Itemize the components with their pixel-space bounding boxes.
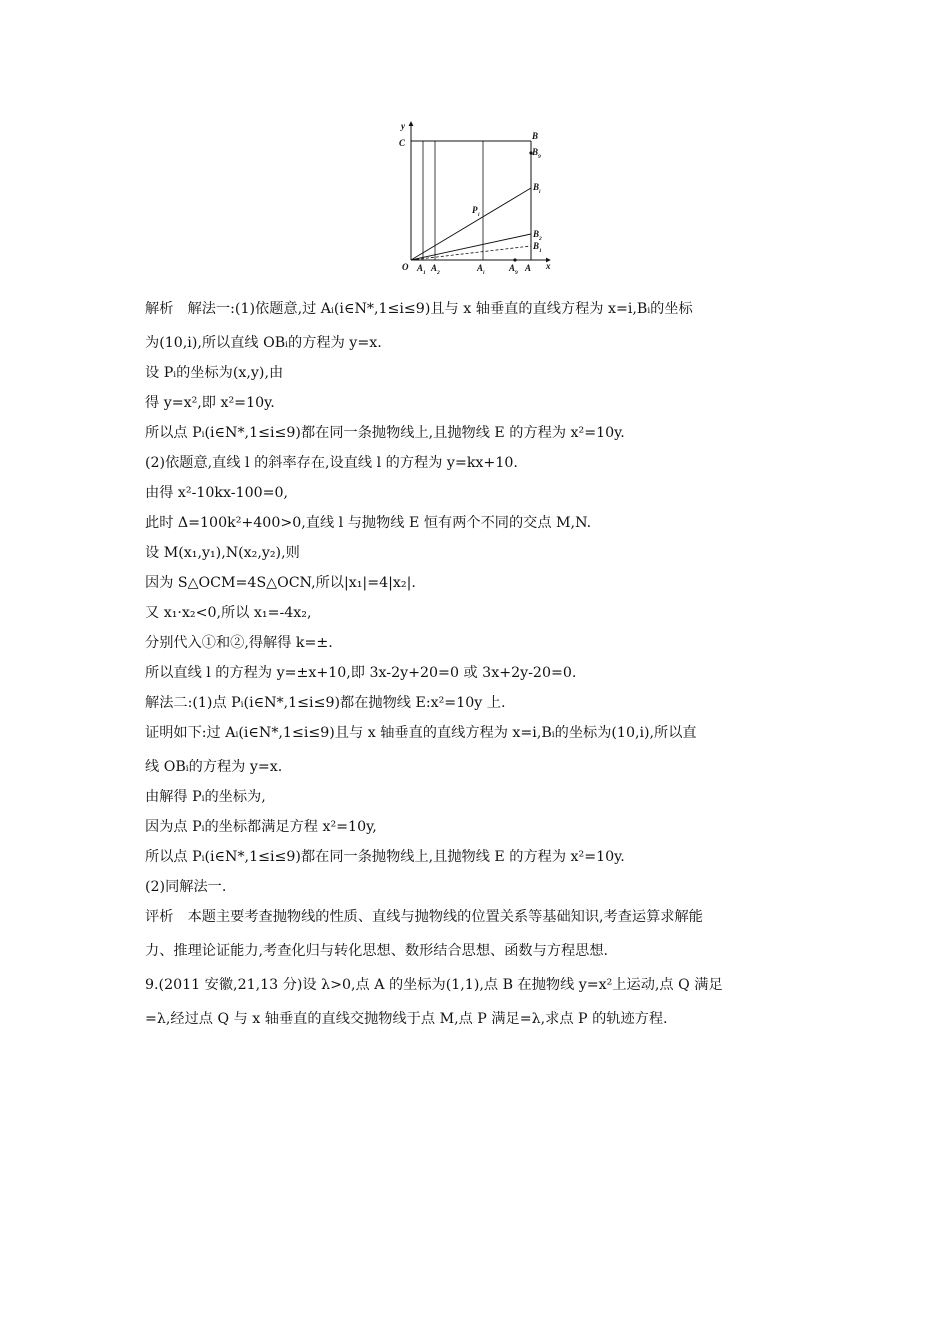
problem-9-line-2: =λ,经过点 Q 与 x 轴垂直的直线交抛物线于点 M,点 P 满足=λ,求点 P 的轨迹方程. bbox=[145, 1011, 668, 1027]
solution-line-1: 解析 解法一:(1)依题意,过 Aᵢ(i∈N*,1≤i≤9)且与 x 轴垂直的直线方程为 x=i,Bᵢ的坐标 bbox=[145, 301, 693, 317]
solution-line-3: 设 Pᵢ的坐标为(x,y),由 bbox=[145, 365, 284, 381]
ray-OB1 bbox=[411, 246, 531, 260]
ray-OBi bbox=[411, 188, 531, 260]
review-line-1: 评析 本题主要考查抛物线的性质、直线与抛物线的位置关系等基础知识,考查运算求解能 bbox=[145, 909, 703, 925]
solution-line-9: 设 M(x₁,y₁),N(x₂,y₂),则 bbox=[145, 545, 300, 561]
solution-line-8: 此时 Δ=100k²+400>0,直线 l 与抛物线 E 恒有两个不同的交点 M,N. bbox=[145, 515, 592, 531]
solution-line-2: 为(10,i),所以直线 OBᵢ的方程为 y=x. bbox=[145, 335, 382, 351]
label-A9-sub: 9 bbox=[515, 270, 518, 276]
solution-line-20: (2)同解法一. bbox=[145, 879, 227, 895]
solution-line-6: (2)依题意,直线 l 的斜率存在,设直线 l 的方程为 y=kx+10. bbox=[145, 455, 518, 471]
label-Ai-sub: i bbox=[483, 270, 485, 276]
solution-line-4: 得 y=x²,即 x²=10y. bbox=[145, 395, 275, 411]
solution-line-12: 分别代入①和②,得解得 k=±. bbox=[145, 635, 333, 651]
review-line-2: 力、推理论证能力,考查化归与转化思想、数形结合思想、函数与方程思想. bbox=[145, 943, 609, 959]
solution-line-14: 解法二:(1)点 Pᵢ(i∈N*,1≤i≤9)都在抛物线 E:x²=10y 上. bbox=[145, 695, 506, 711]
point-A9 bbox=[513, 258, 516, 261]
label-B9-sub: 9 bbox=[538, 154, 541, 160]
solution-line-19: 所以点 Pᵢ(i∈N*,1≤i≤9)都在同一条抛物线上,且抛物线 E 的方程为 x²=10y. bbox=[145, 849, 625, 865]
label-A1: A bbox=[417, 263, 424, 273]
label-B: B bbox=[532, 131, 539, 141]
solution-text bbox=[145, 298, 815, 1030]
label-Ai: A bbox=[477, 263, 484, 273]
label-y: y bbox=[401, 121, 405, 131]
solution-line-13: 所以直线 l 的方程为 y=±x+10,即 3x-2y+20=0 或 3x+2y-20=0. bbox=[145, 665, 577, 681]
label-A2: A bbox=[431, 263, 438, 273]
label-B1: B bbox=[533, 241, 540, 251]
solution-line-11: 又 x₁·x₂<0,所以 x₁=-4x₂, bbox=[145, 605, 312, 621]
label-C: C bbox=[399, 138, 406, 148]
label-B2-sub: 2 bbox=[539, 236, 542, 242]
problem-9-line-1: 9.(2011 安徽,21,13 分)设 λ>0,点 A 的坐标为(1,1),点 B 在抛物线 y=x²上运动,点 Q 满足 bbox=[145, 977, 723, 993]
label-A1-sub: 1 bbox=[423, 270, 426, 276]
solution-line-5: 所以点 Pᵢ(i∈N*,1≤i≤9)都在同一条抛物线上,且抛物线 E 的方程为 x²=10y. bbox=[145, 425, 625, 441]
figure-svg bbox=[392, 118, 562, 278]
label-B9: B bbox=[532, 147, 539, 157]
label-Bi: B bbox=[533, 182, 540, 192]
solution-line-7: 由得 x²-10kx-100=0, bbox=[145, 485, 289, 501]
label-O: O bbox=[402, 262, 409, 272]
label-Pi-sub: i bbox=[478, 212, 480, 218]
solution-line-10: 因为 S△OCM=4S△OCN,所以|x₁|=4|x₂|. bbox=[145, 575, 416, 591]
solution-line-18: 因为点 Pᵢ的坐标都满足方程 x²=10y, bbox=[145, 819, 377, 835]
label-A: A bbox=[525, 263, 532, 273]
solution-line-16: 线 OBᵢ的方程为 y=x. bbox=[145, 759, 283, 775]
label-Pi: P bbox=[472, 205, 478, 215]
label-A2-sub: 2 bbox=[437, 270, 440, 276]
solution-line-15: 证明如下:过 Aᵢ(i∈N*,1≤i≤9)且与 x 轴垂直的直线方程为 x=i,Bᵢ的坐标为(10,i),所以直 bbox=[145, 725, 697, 741]
label-A9: A bbox=[509, 263, 516, 273]
parabola-grid-figure bbox=[392, 118, 562, 278]
label-B2: B bbox=[533, 229, 540, 239]
label-B1-sub: 1 bbox=[539, 248, 542, 254]
ray-OB2 bbox=[411, 234, 531, 260]
label-Bi-sub: i bbox=[539, 189, 541, 195]
label-x: x bbox=[546, 261, 551, 271]
solution-line-17: 由解得 Pᵢ的坐标为, bbox=[145, 789, 266, 805]
